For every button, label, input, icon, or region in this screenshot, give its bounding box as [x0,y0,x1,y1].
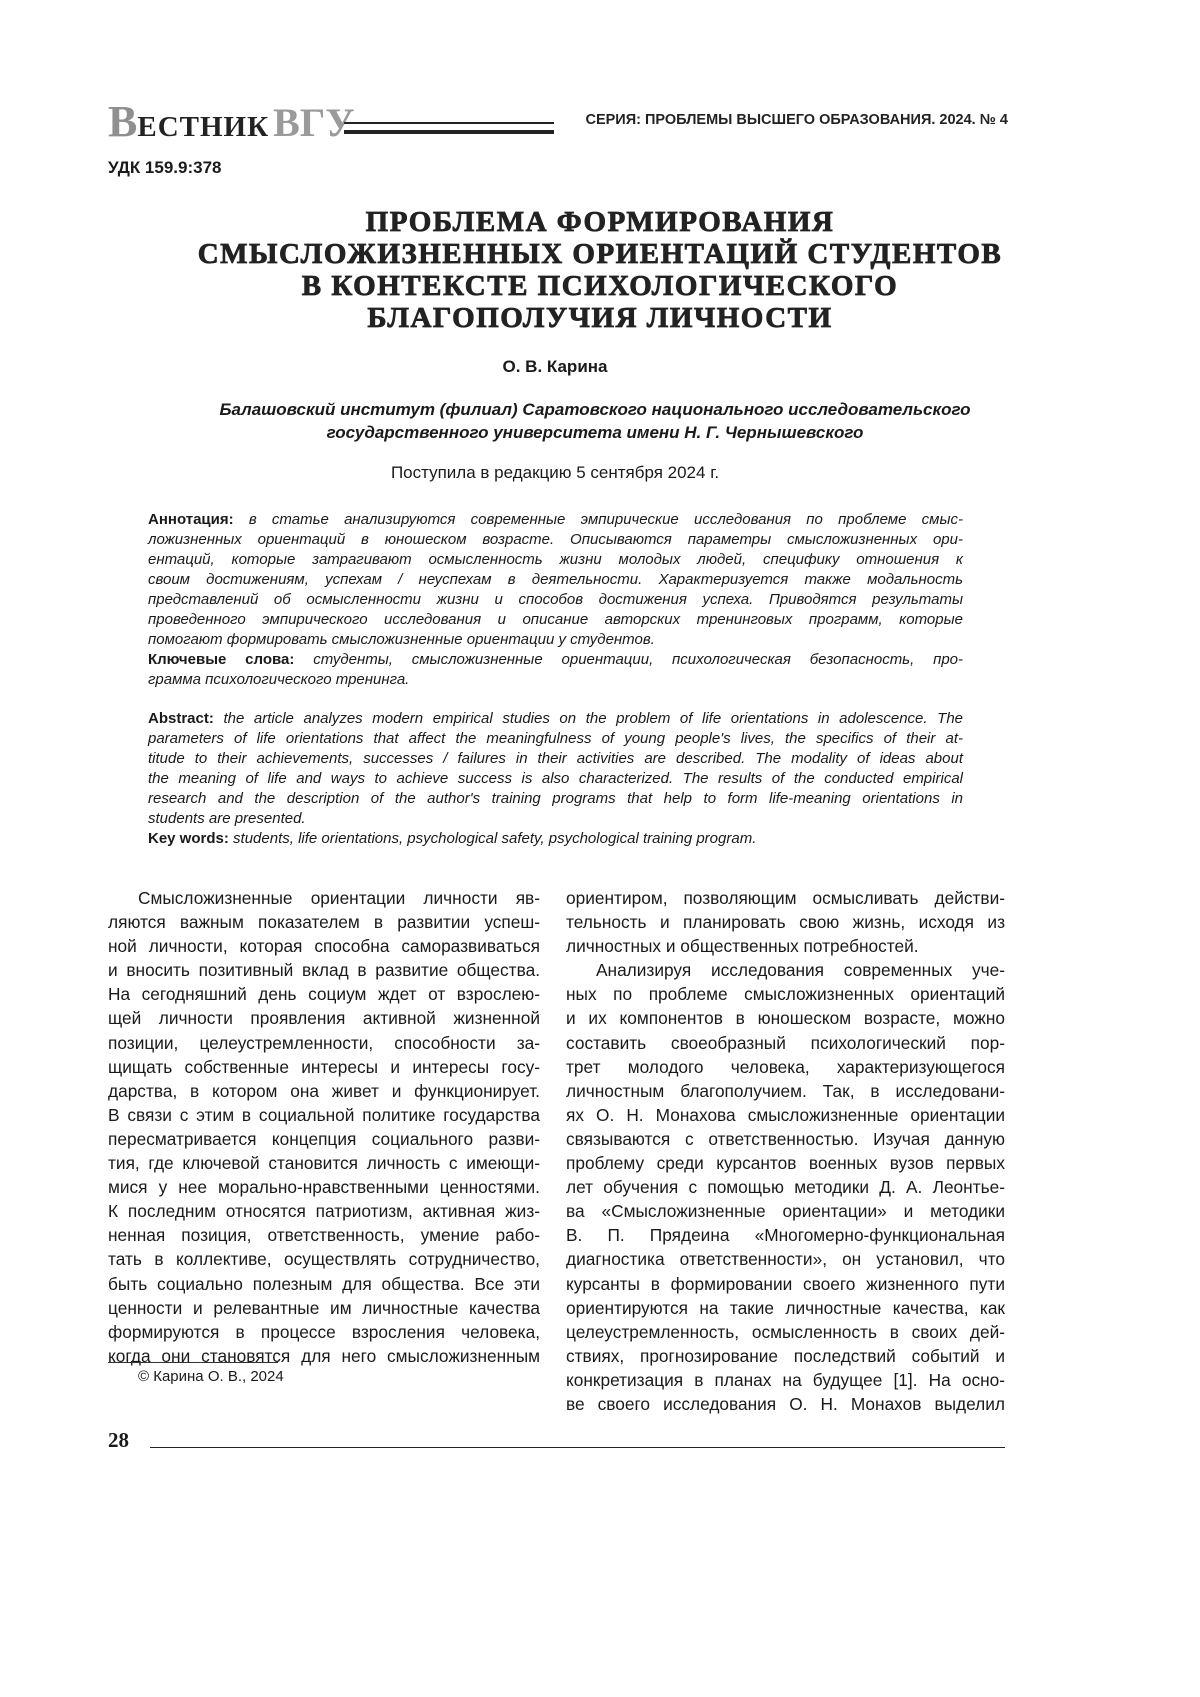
body-line: ляются важным показателем в развитии успеш- [108,910,540,934]
abstract-label: Abstract: [148,710,214,727]
copyright-footnote: © Карина О. В., 2024 [138,1368,284,1385]
body-line: Смысложизненные ориентации личности яв- [108,886,540,910]
body-line: В. П. Прядеина «Многомерно-функциональная [566,1223,1005,1247]
body-line: пересматривается концепция социального разви- [108,1127,540,1151]
received-date: Поступила в редакцию 5 сентября 2024 г. [0,463,1110,483]
keywords-line: студенты, смысложизненные ориентации, психологическая безопасность, про- [294,651,963,668]
body-line: ва «Смысложизненные ориентации» и методики [566,1199,1005,1223]
abstract-line: the article analyzes modern empirical studies on the problem of life orientations in adolescence. The [214,710,963,727]
body-line: Анализируя исследования современных уче- [566,958,1005,982]
body-line: На сегодняшний день социум ждет от взрослею- [108,982,540,1006]
annotation-line: помогают формировать смысложизненные ориентации у студентов. [148,630,963,650]
body-line: и их компонентов в юношеском возрасте, можно [566,1006,1005,1030]
body-line: формируются в процессе взросления человека, [108,1320,540,1344]
series-title: СЕРИЯ: ПРОБЛЕМЫ ВЫСШЕГО ОБРАЗОВАНИЯ. 2024. № 4 [585,112,1008,128]
running-header [108,96,1008,136]
keywords-line: грамма психологического тренинга. [148,670,963,690]
title-line: В КОНТЕКСТЕ ПСИХОЛОГИЧЕСКОГО [100,270,1100,302]
key-words-label: Key words: [148,830,229,847]
body-line: целеустремленность, осмысленность в своих дей- [566,1320,1005,1344]
body-column-right [566,886,1005,1416]
abstract-line: the meaning of life and ways to achieve success is also characterized. The results of the conducted empirical [148,769,963,789]
body-line: тия, где ключевой становится личность с имеющи- [108,1151,540,1175]
footer-rule [150,1447,1005,1448]
body-line: ных по проблеме смысложизненных ориентаций [566,982,1005,1006]
body-line: ве своего исследования О. Н. Монахов выделил [566,1392,1005,1416]
abstract-en [148,709,963,849]
footnote-rule [108,1362,278,1363]
body-line: ориентируются на такие личностные качества, как [566,1296,1005,1320]
body-line: ненная позиция, ответственность, умение рабо- [108,1223,540,1247]
body-line: щищать собственные интересы и интересы госу- [108,1055,540,1079]
body-line: ствиях, прогнозирование последствий событий и [566,1344,1005,1368]
body-line: ях О. Н. Монахова смысложизненные ориентации [566,1103,1005,1127]
annotation-line: ентаций, которые затрагивают осмысленность жизни молодых людей, специфику отношения к [148,550,963,570]
article-title [100,206,1100,334]
header-rule [344,122,554,134]
key-words: students, life orientations, psychological safety, psychological training program. [229,830,757,847]
body-line: дарства, в котором она живет и функционирует. [108,1079,540,1103]
abstract-line: research and the description of the author's training programs that help to form life-meaning orientations in [148,789,963,809]
body-line: диагностика ответственности», он установил, что [566,1247,1005,1271]
body-line: лет обучения с помощью методики Д. А. Леонтье- [566,1175,1005,1199]
abstract-line: students are presented. [148,809,963,829]
body-line: быть социально полезным для общества. Все эти [108,1272,540,1296]
author-name: О. В. Карина [0,357,1110,377]
body-line: личностных и общественных потребностей. [566,934,1005,958]
abstract-line: titude to their achievements, successes / failures in their activities are described. The modality of ideas about [148,749,963,769]
body-line: составить своеобразный психологический пор- [566,1031,1005,1055]
body-line: когда они становятся для него смысложизненным [108,1344,540,1368]
title-line: ПРОБЛЕМА ФОРМИРОВАНИЯ [100,206,1100,238]
body-line: проблему среди курсантов военных вузов первых [566,1151,1005,1175]
annotation-line: в статье анализируются современные эмпирические исследования по проблеме смыс- [234,511,963,528]
body-line: курсанты в формировании своего жизненного пути [566,1272,1005,1296]
body-line: мися у нее морально-нравственными ценностями. [108,1175,540,1199]
udk-code: УДК 159.9:378 [108,158,222,178]
page-number: 28 [108,1428,129,1453]
body-column-left [108,886,540,1368]
annotation-line: ложизненных ориентаций в юношеском возрасте. Описываются параметры смысложизненных ори- [148,530,963,550]
body-line: ценности и релевантные им личностные качества [108,1296,540,1320]
body-line: щей личности проявления активной жизненной [108,1006,540,1030]
body-line: связываются с ответственностью. Изучая данную [566,1127,1005,1151]
body-line: тать в коллективе, осуществлять сотрудничество, [108,1247,540,1271]
body-line: позиции, целеустремленности, способности за- [108,1031,540,1055]
affiliation-line: государственного университета имени Н. Г. Чернышевского [80,421,1110,444]
body-line: В связи с этим в социальной политике государства [108,1103,540,1127]
body-line: личностным благополучием. Так, в исследовани- [566,1079,1005,1103]
body-line: трет молодого человека, характеризующегося [566,1055,1005,1079]
annotation-label: Аннотация: [148,511,234,528]
affiliation [80,398,1110,444]
annotation-line: проведенного эмпирического исследования и описание авторских тренинговых программ, которые [148,610,963,630]
body-line: ной личности, которая способна саморазвиваться [108,934,540,958]
journal-logo: ВЕСТНИК ВГУ [108,96,355,147]
body-line: тельность и планировать свою жизнь, исходя из [566,910,1005,934]
title-line: БЛАГОПОЛУЧИЯ ЛИЧНОСТИ [100,302,1100,334]
abstract-line: parameters of life orientations that affect the meaningfulness of young people's lives, the specifics of their at- [148,729,963,749]
title-line: СМЫСЛОЖИЗНЕННЫХ ОРИЕНТАЦИЙ СТУДЕНТОВ [100,238,1100,270]
body-line: К последним относятся патриотизм, активная жиз- [108,1199,540,1223]
body-line: конкретизация в планах на будущее [1]. На осно- [566,1368,1005,1392]
body-line: и вносить позитивный вклад в развитие общества. [108,958,540,982]
annotation-line: своим достижениям, успехам / неуспехам в деятельности. Характеризуется также модальность [148,570,963,590]
affiliation-line: Балашовский институт (филиал) Саратовского национального исследовательского [80,398,1110,421]
body-line: ориентиром, позволяющим осмысливать действи- [566,886,1005,910]
annotation-ru [148,510,963,690]
keywords-label: Ключевые слова: [148,651,294,668]
annotation-line: представлений об осмысленности жизни и способов достижения успеха. Приводятся результаты [148,590,963,610]
